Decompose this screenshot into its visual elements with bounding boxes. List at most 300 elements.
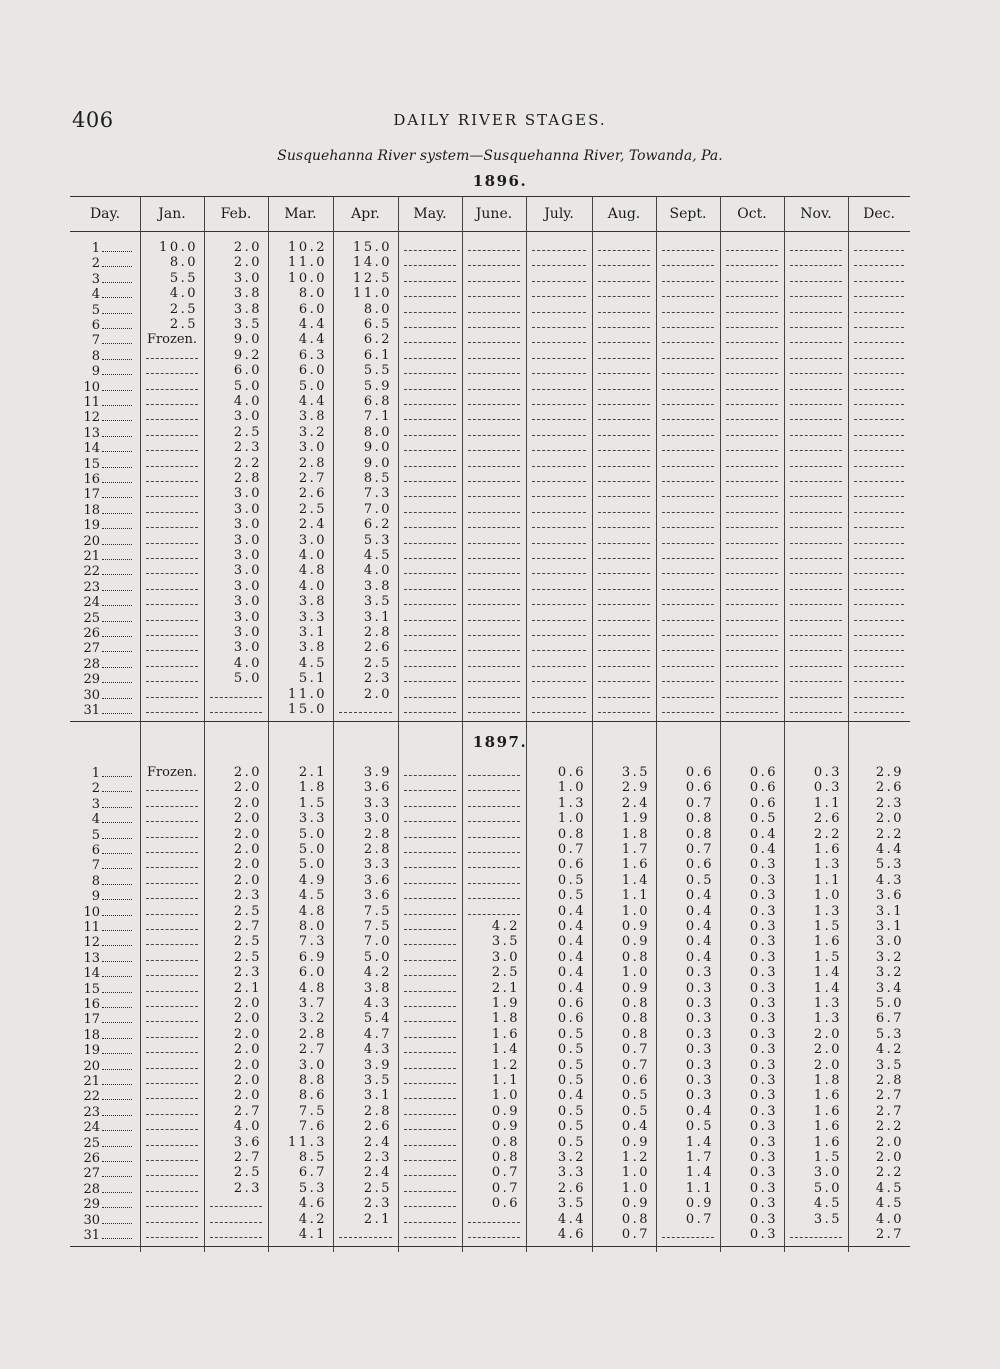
day-number: 28 (83, 1181, 100, 1197)
blank-cell (404, 456, 456, 467)
stage-value: 1.8 (298, 780, 327, 796)
day-number: 20 (83, 533, 100, 549)
stage-value: 1.5 (813, 919, 842, 934)
day-number: 5 (91, 302, 100, 318)
stage-value: 0.4 (749, 842, 778, 857)
year-title-1897: 1897. (472, 733, 528, 751)
stage-value: 2.5 (233, 424, 262, 440)
blank-cell (790, 286, 842, 297)
blank-cell (726, 456, 778, 467)
day-cell (78, 302, 140, 317)
blank-cell (468, 440, 520, 451)
stage-value: 0.6 (749, 795, 778, 811)
stage-value: 0.4 (685, 919, 714, 934)
stage-value: 2.0 (875, 811, 904, 827)
day-number: 30 (83, 1212, 100, 1228)
table-row (70, 348, 910, 363)
blank-cell (468, 286, 520, 297)
stage-value: 0.8 (685, 826, 714, 842)
stage-value: 1.7 (685, 1150, 714, 1165)
blank-cell (726, 610, 778, 621)
blank-cell (598, 563, 650, 574)
day-cell (78, 286, 140, 301)
table-row (70, 1088, 910, 1103)
table-row (70, 563, 910, 578)
stage-value: 3.6 (363, 888, 392, 904)
blank-cell (726, 594, 778, 605)
day-number: 21 (83, 1074, 100, 1089)
table-row (70, 1181, 910, 1196)
table-row (70, 471, 910, 486)
stage-value: 0.7 (491, 1165, 520, 1181)
blank-cell (790, 579, 842, 590)
blank-cell (146, 471, 198, 482)
stage-value: 3.5 (233, 317, 262, 332)
table-row (70, 656, 910, 671)
stage-value: 0.3 (813, 780, 842, 796)
stage-value: 1.6 (813, 1088, 842, 1104)
stage-value: 2.0 (233, 1042, 262, 1058)
stage-value: 8.0 (298, 286, 327, 302)
blank-cell (854, 517, 904, 528)
stage-value: 2.7 (875, 1227, 904, 1242)
stage-value: 2.0 (233, 996, 262, 1011)
stage-value: 4.0 (233, 394, 262, 409)
stage-value: 0.7 (621, 1227, 650, 1242)
blank-cell (532, 379, 586, 390)
day-number: 8 (91, 873, 100, 889)
stage-value: 2.0 (233, 842, 262, 857)
leader-dots (102, 579, 132, 591)
blank-cell (404, 1073, 456, 1084)
blank-cell (598, 548, 650, 559)
stage-value: 4.5 (298, 888, 327, 904)
leader-dots (102, 656, 132, 668)
blank-cell (532, 548, 586, 559)
stage-value: 4.8 (298, 980, 327, 996)
stage-value: 3.0 (298, 532, 327, 548)
stage-value: 3.1 (875, 903, 904, 919)
blank-cell (468, 1227, 520, 1238)
blank-cell (726, 348, 778, 359)
blank-cell (468, 811, 520, 822)
blank-cell (662, 702, 714, 713)
blank-cell (598, 517, 650, 528)
table-row (70, 857, 910, 872)
leader-dots (102, 965, 132, 977)
blank-cell (468, 656, 520, 667)
day-cell (78, 656, 140, 671)
stage-value: 0.4 (685, 888, 714, 904)
blank-cell (726, 671, 778, 682)
day-cell (78, 687, 140, 702)
blank-cell (790, 533, 842, 544)
blank-cell (404, 409, 456, 420)
stage-value: 2.3 (363, 1196, 392, 1212)
day-number: 23 (83, 579, 100, 595)
stage-value: 3.6 (363, 780, 392, 796)
blank-cell (726, 579, 778, 590)
stage-value: 0.7 (685, 842, 714, 857)
blank-cell (532, 656, 586, 667)
blank-cell (146, 1135, 198, 1146)
blank-cell (404, 1011, 456, 1022)
table-row (70, 671, 910, 686)
day-cell (78, 996, 140, 1011)
leader-dots (102, 317, 132, 329)
column-header: Jan. (158, 206, 186, 222)
stage-value: 3.2 (875, 949, 904, 965)
day-cell (78, 811, 140, 826)
blank-cell (468, 857, 520, 868)
blank-cell (790, 702, 842, 713)
leader-dots (102, 379, 132, 391)
leader-dots (102, 332, 132, 344)
stage-value: 1.5 (298, 795, 327, 811)
blank-cell (404, 1212, 456, 1223)
day-number: 16 (83, 472, 100, 487)
stage-value: 3.8 (298, 594, 327, 610)
table-row (70, 1196, 910, 1211)
stage-value: 0.4 (749, 826, 778, 842)
blank-cell (598, 379, 650, 390)
stage-value: 0.3 (749, 872, 778, 888)
stage-value: 1.4 (813, 980, 842, 996)
table-row (70, 919, 910, 934)
day-number: 24 (83, 1120, 100, 1136)
day-number: 20 (83, 1058, 100, 1074)
blank-cell (662, 363, 714, 374)
stage-value: 0.3 (749, 1165, 778, 1181)
stage-value: 1.8 (813, 1073, 842, 1088)
stage-value: 0.8 (557, 826, 586, 842)
stage-value: 2.6 (363, 1119, 392, 1135)
blank-cell (662, 332, 714, 343)
day-number: 5 (91, 827, 100, 843)
blank-cell (532, 563, 586, 574)
blank-cell (790, 379, 842, 390)
blank-cell (662, 1227, 714, 1238)
stage-value: 1.6 (621, 857, 650, 873)
blank-cell (468, 579, 520, 590)
blank-cell (146, 1073, 198, 1084)
stage-value: 3.2 (557, 1150, 586, 1165)
blank-cell (404, 1119, 456, 1130)
stage-value: 2.5 (169, 301, 198, 317)
table-row (70, 1212, 910, 1227)
blank-cell (726, 471, 778, 482)
stage-value: 0.7 (621, 1042, 650, 1058)
leader-dots (102, 919, 132, 931)
day-number: 2 (91, 256, 100, 272)
day-number: 14 (83, 441, 100, 457)
blank-cell (854, 640, 904, 651)
stage-value: 5.3 (363, 532, 392, 548)
blank-cell (468, 271, 520, 282)
blank-cell (146, 409, 198, 420)
stage-value: 0.4 (557, 980, 586, 996)
blank-cell (146, 687, 198, 698)
stage-value: 0.3 (749, 1026, 778, 1042)
blank-cell (339, 1227, 392, 1238)
stage-value: 0.3 (749, 1180, 778, 1196)
table-row (70, 950, 910, 965)
stage-value: 3.6 (875, 888, 904, 904)
day-cell (78, 517, 140, 532)
day-cell (78, 1150, 140, 1165)
stage-value: 0.3 (685, 1011, 714, 1027)
stage-value: 0.3 (749, 996, 778, 1011)
day-cell (78, 533, 140, 548)
blank-cell (662, 610, 714, 621)
leader-dots (102, 996, 132, 1008)
table-subtitle: Susquehanna River system—Susquehanna River, Towanda, Pa. (277, 148, 723, 164)
day-number: 13 (83, 950, 100, 966)
blank-cell (404, 317, 456, 328)
stage-value: 2.0 (233, 255, 262, 271)
day-cell (78, 765, 140, 780)
stage-value: 2.5 (298, 501, 327, 517)
table-row (70, 827, 910, 842)
stage-value: 2.0 (233, 1011, 262, 1027)
stage-value: 3.3 (363, 857, 392, 873)
leader-dots (102, 1042, 132, 1054)
stage-value: 0.3 (749, 919, 778, 934)
stage-value: 3.5 (557, 1196, 586, 1212)
day-cell (78, 904, 140, 919)
table-row (70, 502, 910, 517)
stage-value: 0.3 (685, 1088, 714, 1104)
stage-value: 4.9 (298, 872, 327, 888)
blank-cell (662, 579, 714, 590)
stage-value: 6.0 (298, 301, 327, 317)
stage-value: 0.3 (685, 1026, 714, 1042)
table-row (70, 302, 910, 317)
leader-dots (102, 934, 132, 946)
blank-cell (598, 594, 650, 605)
day-cell (78, 1119, 140, 1134)
day-number: 26 (83, 1151, 100, 1166)
stage-value: 2.5 (233, 1165, 262, 1181)
blank-cell (404, 702, 456, 713)
stage-value: 6.7 (875, 1011, 904, 1027)
stage-value: 3.0 (233, 548, 262, 563)
leader-dots (102, 1088, 132, 1100)
day-cell (78, 456, 140, 471)
day-number: 31 (83, 1228, 100, 1243)
blank-cell (598, 394, 650, 405)
blank-cell (726, 255, 778, 266)
blank-cell (468, 394, 520, 405)
blank-cell (726, 687, 778, 698)
stage-value: 7.0 (363, 501, 392, 517)
blank-cell (662, 671, 714, 682)
leader-dots (102, 425, 132, 437)
leader-dots (102, 1104, 132, 1116)
table-bottom-rule (70, 1246, 910, 1247)
blank-cell (854, 656, 904, 667)
stage-value: 5.0 (233, 378, 262, 394)
blank-cell (726, 240, 778, 251)
stage-value: 8.8 (298, 1073, 327, 1088)
blank-cell (854, 394, 904, 405)
day-cell (78, 548, 140, 563)
stage-value: 0.6 (491, 1196, 520, 1212)
blank-cell (854, 548, 904, 559)
blank-cell (146, 579, 198, 590)
blank-cell (598, 332, 650, 343)
blank-cell (210, 1227, 262, 1238)
blank-cell (790, 594, 842, 605)
blank-cell (790, 656, 842, 667)
blank-cell (468, 486, 520, 497)
stage-value: 2.9 (875, 765, 904, 780)
blank-cell (146, 1196, 198, 1207)
blank-cell (146, 548, 198, 559)
blank-cell (404, 888, 456, 899)
stage-value: 1.0 (621, 1165, 650, 1181)
stage-value: 0.3 (685, 996, 714, 1011)
stage-value: 1.6 (813, 934, 842, 950)
leader-dots (102, 950, 132, 962)
stage-value: 4.6 (557, 1227, 586, 1242)
table-row (70, 271, 910, 286)
stage-value: 0.9 (621, 980, 650, 996)
stage-value: 1.6 (813, 842, 842, 857)
blank-cell (662, 317, 714, 328)
day-number: 21 (83, 549, 100, 564)
stage-value: 5.0 (875, 996, 904, 1011)
day-cell (78, 780, 140, 795)
leader-dots (102, 1135, 132, 1147)
stage-value: 3.6 (233, 1134, 262, 1150)
day-cell (78, 1212, 140, 1227)
blank-cell (662, 302, 714, 313)
table-row (70, 687, 910, 702)
stage-value: 2.0 (233, 872, 262, 888)
day-number: 6 (91, 843, 100, 858)
blank-cell (468, 765, 520, 776)
table-row (70, 255, 910, 270)
stage-value: 2.3 (233, 440, 262, 456)
blank-cell (404, 857, 456, 868)
stage-value: 6.2 (363, 332, 392, 348)
stage-value: 2.5 (363, 655, 392, 671)
stage-value: 0.8 (621, 1026, 650, 1042)
table-row (70, 811, 910, 826)
day-number: 31 (83, 703, 100, 718)
blank-cell (210, 687, 262, 698)
day-number: 10 (83, 904, 100, 920)
stage-value: 2.3 (233, 965, 262, 981)
blank-cell (598, 286, 650, 297)
table-row (70, 317, 910, 332)
stage-value: 2.0 (233, 1073, 262, 1088)
stage-value: 0.8 (621, 949, 650, 965)
blank-cell (598, 240, 650, 251)
blank-cell (404, 780, 456, 791)
blank-cell (598, 363, 650, 374)
stage-value: 0.6 (557, 996, 586, 1011)
day-cell (78, 579, 140, 594)
stage-value: 0.5 (621, 1088, 650, 1104)
blank-cell (146, 502, 198, 513)
blank-cell (854, 702, 904, 713)
stage-value: 2.4 (363, 1165, 392, 1181)
day-cell (78, 857, 140, 872)
stage-value: 2.3 (363, 671, 392, 687)
blank-cell (146, 533, 198, 544)
day-cell (78, 610, 140, 625)
blank-cell (790, 610, 842, 621)
blank-cell (726, 625, 778, 636)
blank-cell (854, 502, 904, 513)
blank-cell (146, 780, 198, 791)
stage-value: 0.6 (749, 780, 778, 796)
stage-value: 0.4 (557, 965, 586, 981)
blank-cell (146, 671, 198, 682)
blank-cell (404, 625, 456, 636)
day-cell (78, 625, 140, 640)
day-cell (78, 440, 140, 455)
blank-cell (146, 348, 198, 359)
day-number: 13 (83, 425, 100, 441)
blank-cell (598, 425, 650, 436)
stage-value: 0.3 (749, 1088, 778, 1104)
stage-value: 1.4 (813, 965, 842, 981)
table-row (70, 409, 910, 424)
table-row (70, 517, 910, 532)
day-number: 3 (91, 796, 100, 812)
blank-cell (726, 317, 778, 328)
stage-value: 6.1 (363, 347, 392, 363)
stage-value: 2.5 (233, 949, 262, 965)
blank-cell (662, 687, 714, 698)
blank-cell (854, 302, 904, 313)
blank-cell (726, 332, 778, 343)
table-row (70, 579, 910, 594)
blank-cell (404, 996, 456, 1007)
blank-cell (146, 842, 198, 853)
stage-value: 0.3 (749, 903, 778, 919)
stage-value: 4.2 (363, 965, 392, 981)
stage-value: 3.4 (875, 980, 904, 996)
blank-cell (146, 379, 198, 390)
stage-value: 2.2 (875, 1165, 904, 1181)
stage-value: 3.0 (875, 934, 904, 950)
stage-value: 1.4 (621, 872, 650, 888)
blank-cell (404, 873, 456, 884)
blank-cell (404, 904, 456, 915)
blank-cell (146, 904, 198, 915)
stage-value: 0.5 (685, 1119, 714, 1135)
stage-value: 0.5 (621, 1103, 650, 1119)
stage-value: 4.5 (298, 655, 327, 671)
stage-value: 1.4 (685, 1165, 714, 1181)
blank-cell (854, 456, 904, 467)
blank-cell (404, 827, 456, 838)
stage-value: 2.1 (233, 980, 262, 996)
stage-value: 2.0 (363, 686, 392, 702)
day-cell (78, 1181, 140, 1196)
blank-cell (468, 240, 520, 251)
stage-value: 5.0 (298, 826, 327, 842)
stage-value: 2.7 (875, 1103, 904, 1119)
blank-cell (662, 594, 714, 605)
day-cell (78, 1196, 140, 1211)
day-cell (78, 796, 140, 811)
table-row (70, 842, 910, 857)
